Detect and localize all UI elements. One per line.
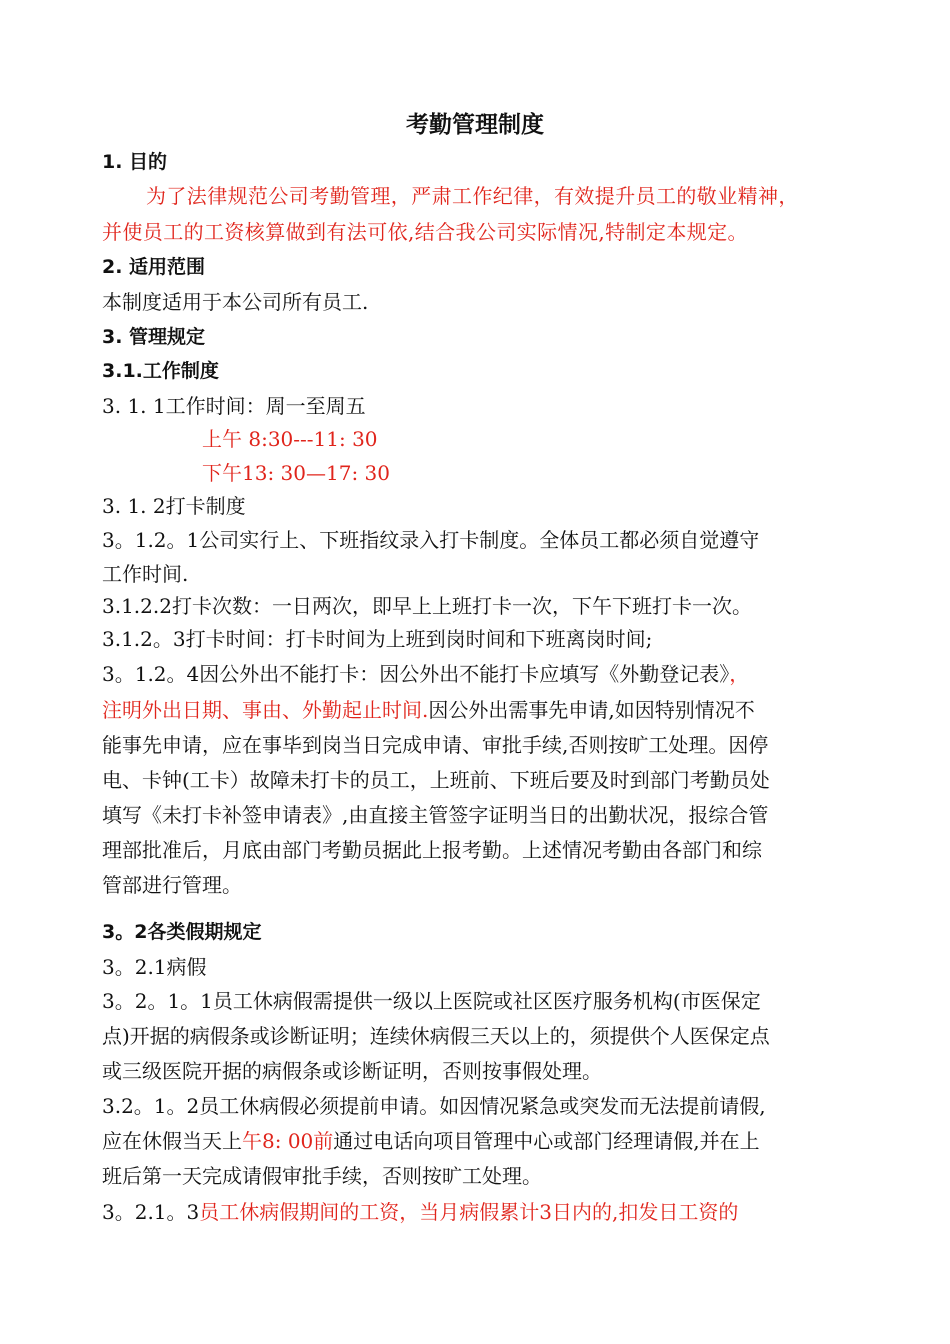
clause-3213-line-1: [102, 1196, 738, 1228]
clause-3124-text-2: 因公外出需事先申请,如因特别情况不: [428, 698, 755, 722]
scope-text: 本制度适用于本公司所有员工.: [102, 290, 369, 314]
morning-hours: 上午 8:30---11: 30: [202, 427, 378, 451]
clause-3124-line-3: 能事先申请，应在事毕到岗当日完成申请、审批手续,否则按旷工处理。因停: [102, 733, 769, 757]
clause-3124-line-6: 理部批准后，月底由部门考勤员据此上报考勤。上述情况考勤由各部门和综: [102, 838, 762, 862]
clock-in-system-heading: 3. 1. 2打卡制度: [102, 494, 246, 518]
clause-3212-red-time: 午8: 00前: [242, 1129, 334, 1153]
section-3-2-heading: 3。2各类假期规定: [102, 921, 262, 943]
clause-3124-red-note: 注明外出日期、事由、外勤起止时间.: [102, 698, 429, 722]
section-3-heading: 3. 管理规定: [102, 326, 206, 348]
afternoon-hours: 下午13: 30—17: 30: [202, 461, 390, 485]
clause-3124-line-7: 管部进行管理。: [102, 873, 242, 897]
clause-3124-line-2: [102, 694, 755, 726]
clause-3124-red-comma: ，: [729, 662, 750, 686]
clause-3212-text-pre: 应在休假当天上: [102, 1129, 242, 1153]
purpose-paragraph-line-2: 并使员工的工资核算做到有法可依,结合我公司实际情况,特制定本规定。: [102, 220, 748, 244]
clause-3212-line-1: 3.2。1。2员工休病假必须提前申请。如因情况紧急或突发而无法提前请假,: [102, 1094, 766, 1118]
purpose-paragraph-line-1: 为了法律规范公司考勤管理，严肃工作纪律，有效提升员工的敬业精神，: [146, 184, 799, 208]
sick-leave-heading: 3。2.1病假: [102, 955, 207, 979]
work-hours-line: 3. 1. 1工作时间：周一至周五: [102, 394, 366, 418]
clause-3124-line-5: 填写《未打卡补签申请表》,由直接主管签字证明当日的出勤状况，报综合管: [102, 803, 769, 827]
clause-3212-line-2: [102, 1125, 760, 1157]
clause-3123: 3.1.2。3打卡时间：打卡时间为上班到岗时间和下班离岗时间;: [102, 627, 653, 651]
clause-3122: 3.1.2.2打卡次数：一日两次，即早上上班打卡一次，下午下班打卡一次。: [102, 594, 752, 618]
clause-3213-number: 3。2.1。3: [102, 1200, 200, 1224]
clause-3121-line-2: 工作时间.: [102, 562, 189, 586]
section-2-heading: 2. 适用范围: [102, 256, 206, 278]
clause-3211-line-2: 点)开据的病假条或诊断证明；连续休病假三天以上的，须提供个人医保定点: [102, 1024, 770, 1048]
clause-3212-text-post: 通过电话向项目管理中心或部门经理请假,并在上: [333, 1129, 760, 1153]
clause-3121-line-1: 3。1.2。1公司实行上、下班指纹录入打卡制度。全体员工都必须自觉遵守: [102, 528, 760, 552]
clause-3213-red-text: 员工休病假期间的工资，当月病假累计3日内的,扣发日工资的: [199, 1200, 739, 1224]
section-3-1-heading: 3.1.工作制度: [102, 360, 219, 382]
clause-3211-line-1: 3。2。1。1员工休病假需提供一级以上医院或社区医疗服务机构(市医保定: [102, 989, 761, 1013]
section-1-heading: 1. 目的: [102, 151, 168, 173]
clause-3124-line-4: 电、卡钟(工卡）故障未打卡的员工，上班前、下班后要及时到部门考勤员处: [102, 768, 770, 792]
clause-3211-line-3: 或三级医院开据的病假条或诊断证明，否则按事假处理。: [102, 1059, 602, 1083]
clause-3124-line-1: [102, 658, 749, 690]
clause-3124-text: 3。1.2。4因公外出不能打卡：因公外出不能打卡应填写《外勤登记表》: [102, 662, 730, 686]
document-title: 考勤管理制度: [406, 112, 544, 138]
clause-3212-line-3: 班后第一天完成请假审批手续，否则按旷工处理。: [102, 1164, 542, 1188]
